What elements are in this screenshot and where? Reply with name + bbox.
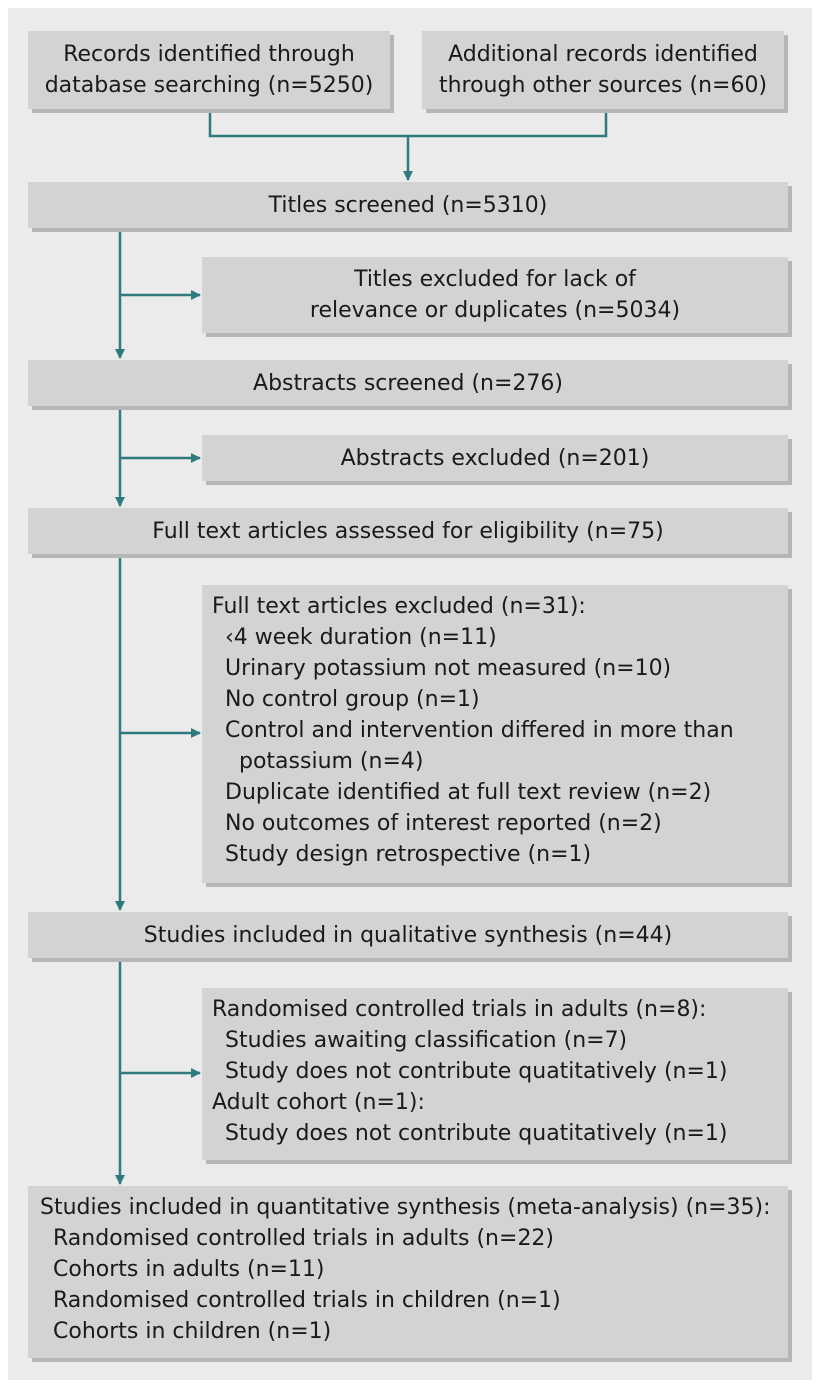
fulltext-excluded-item: No outcomes of interest reported (n=2) <box>225 811 662 836</box>
fulltext-excluded-item: Urinary potassium not measured (n=10) <box>225 656 672 681</box>
quantitative-heading: Studies included in quantitative synthesis (meta-analysis) (n=35): <box>40 1195 771 1220</box>
titles-screened-box <box>28 182 788 228</box>
abstracts-screened-label: Abstracts screened (n=276) <box>253 370 563 396</box>
fulltext-assessed-label: Full text articles assessed for eligibility (n=75) <box>152 518 664 544</box>
merge-connector <box>210 108 606 136</box>
abstracts-excluded-box <box>202 435 788 481</box>
fulltext-excluded-box <box>202 585 788 883</box>
titles-excluded-line2: relevance or duplicates (n=5034) <box>309 298 681 323</box>
rct-adults-heading: Randomised controlled trials in adults (n=8): <box>212 997 707 1022</box>
adult-cohort-item: Study does not contribute quatitatively (n=1) <box>225 1121 728 1146</box>
rct-adults-item: Studies awaiting classification (n=7) <box>225 1028 628 1053</box>
db-records-line1: Records identified through <box>63 42 355 67</box>
fulltext-excluded-item: No control group (n=1) <box>225 687 480 712</box>
qualitative-excluded-box <box>202 988 788 1160</box>
fulltext-excluded-item: ‹4 week duration (n=11) <box>225 625 497 650</box>
db-records-line2: database searching (n=5250) <box>44 73 374 98</box>
quantitative-item: Randomised controlled trials in adults (n=22) <box>53 1226 555 1251</box>
fulltext-excluded-item-continued: potassium (n=4) <box>239 749 424 774</box>
rct-adults-item: Study does not contribute quatitatively (n=1) <box>225 1059 728 1084</box>
titles-screened-label: Titles screened (n=5310) <box>268 192 548 218</box>
fulltext-excluded-item: Duplicate identified at full text review (n=2) <box>225 780 712 805</box>
fulltext-assessed-box <box>28 508 788 554</box>
quantitative-synthesis-box <box>28 1186 788 1358</box>
quantitative-item: Cohorts in adults (n=11) <box>53 1257 325 1282</box>
abstracts-excluded-label: Abstracts excluded (n=201) <box>340 445 650 471</box>
other-records-line2: through other sources (n=60) <box>438 73 768 98</box>
other-records-line1: Additional records identified <box>448 42 758 67</box>
quantitative-item: Randomised controlled trials in children (n=1) <box>53 1288 561 1313</box>
qualitative-synthesis-label: Studies included in qualitative synthesis (n=44) <box>143 922 673 948</box>
fulltext-excluded-item: Study design retrospective (n=1) <box>225 842 592 867</box>
qualitative-synthesis-box <box>28 912 788 958</box>
adult-cohort-heading: Adult cohort (n=1): <box>212 1090 425 1115</box>
titles-excluded-line1: Titles excluded for lack of <box>354 267 636 292</box>
quantitative-item: Cohorts in children (n=1) <box>53 1319 332 1344</box>
fulltext-excluded-heading: Full text articles excluded (n=31): <box>212 594 586 619</box>
abstracts-screened-box <box>28 360 788 406</box>
titles-excluded-box <box>202 257 788 333</box>
other-records-box <box>422 31 784 109</box>
fulltext-excluded-item: Control and intervention differed in more than <box>225 718 734 743</box>
db-records-box <box>28 31 390 109</box>
